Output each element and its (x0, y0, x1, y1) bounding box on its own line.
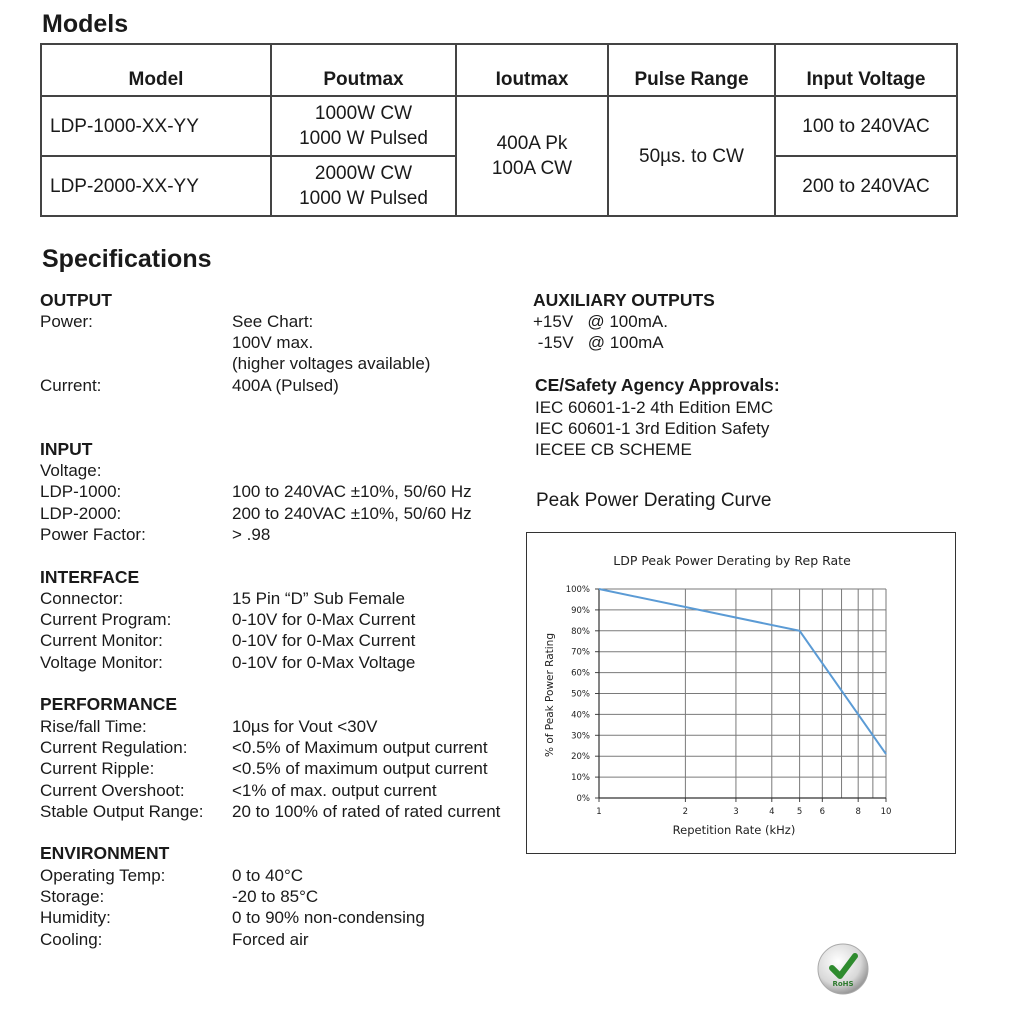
voltage-label: Voltage: (40, 461, 102, 480)
models-heading: Models (42, 10, 129, 38)
chart-frame (526, 532, 956, 854)
chart-title: LDP Peak Power Derating by Rep Rate (613, 553, 851, 568)
iout-cw: 100A CW (491, 158, 573, 179)
ioutmax-cell (456, 96, 608, 216)
spec-value: -20 to 85°C (232, 887, 319, 906)
y-tick-label: 40% (571, 710, 590, 721)
x-tick-label: 1 (596, 807, 602, 817)
performance-heading: PERFORMANCE (40, 694, 178, 714)
x-tick-label: 2 (682, 807, 689, 817)
power-value-1: See Chart: (232, 312, 314, 331)
current-label: Current: (40, 376, 102, 395)
y-tick-label: 30% (571, 731, 590, 742)
spec-value: 0-10V for 0-Max Voltage (232, 653, 416, 672)
header-model: Model (41, 44, 271, 96)
y-tick-label: 100% (565, 585, 590, 595)
safety-item: IECEE CB SCHEME (535, 440, 692, 459)
header-input-voltage: Input Voltage (775, 44, 957, 96)
chart-caption: Peak Power Derating Curve (536, 490, 772, 511)
spec-label: Operating Temp: (40, 866, 166, 885)
spec-value: 0 to 40°C (232, 866, 304, 885)
y-tick-label: 50% (571, 689, 590, 700)
y-tick-label: 10% (571, 773, 590, 784)
spec-value: 0-10V for 0-Max Current (232, 631, 416, 650)
power-factor-value: > .98 (232, 525, 271, 544)
output-heading: OUTPUT (40, 290, 112, 310)
input-voltage-cell: 200 to 240VAC (775, 156, 957, 216)
spec-label: Current Overshoot: (40, 781, 185, 800)
interface-heading: INTERFACE (40, 567, 140, 587)
models-table (40, 43, 958, 217)
ldp1000-value: 100 to 240VAC ±10%, 50/60 Hz (232, 482, 472, 501)
x-tick-label: 10 (880, 807, 892, 817)
specifications-heading: Specifications (42, 245, 212, 273)
rohs-label: RoHS (832, 980, 854, 988)
power-value-2: 100V max. (232, 333, 314, 352)
safety-heading: CE/Safety Agency Approvals: (535, 375, 780, 395)
table-row (41, 96, 957, 156)
y-tick-label: 90% (571, 605, 590, 616)
x-tick-label: 5 (796, 807, 803, 817)
ldp2000-label: LDP-2000: (40, 504, 122, 523)
spec-label: Current Ripple: (40, 759, 155, 778)
aux-line-1: +15V @ 100mA. (533, 312, 668, 331)
chart-xlabel: Repetition Rate (kHz) (672, 823, 796, 837)
y-tick-label: 0% (576, 794, 590, 804)
y-tick-label: 80% (571, 626, 590, 637)
safety-item: IEC 60601-1 3rd Edition Safety (535, 419, 770, 438)
spec-value: 0-10V for 0-Max Current (232, 610, 416, 629)
input-heading: INPUT (40, 439, 93, 459)
x-tick-label: 6 (819, 807, 826, 817)
spec-label: Stable Output Range: (40, 802, 204, 821)
power-value-3: (higher voltages available) (232, 354, 431, 373)
derating-chart (527, 533, 954, 852)
pout-pulsed: 1000 W Pulsed (299, 188, 428, 209)
spec-label: Cooling: (40, 930, 103, 949)
x-tick-label: 4 (769, 807, 775, 817)
pout-pulsed: 1000 W Pulsed (299, 128, 428, 149)
spec-label: Current Program: (40, 610, 172, 629)
spec-value: 10µs for Vout <30V (232, 717, 378, 736)
spec-label: Rise/fall Time: (40, 717, 147, 736)
rohs-badge (816, 942, 870, 996)
spec-value: <0.5% of maximum output current (232, 759, 488, 778)
rohs-icon (816, 942, 870, 996)
spec-value: <0.5% of Maximum output current (232, 738, 488, 757)
header-poutmax: Poutmax (271, 44, 456, 96)
y-tick-label: 70% (571, 647, 590, 658)
model-cell: LDP-2000-XX-YY (41, 156, 271, 216)
power-label: Power: (40, 312, 93, 331)
spec-value: 20 to 100% of rated of rated current (232, 802, 501, 821)
header-pulse-range: Pulse Range (608, 44, 775, 96)
spec-label: Storage: (40, 887, 105, 906)
current-value: 400A (Pulsed) (232, 376, 339, 395)
y-tick-label: 60% (571, 668, 590, 679)
pout-cw: 2000W CW (314, 163, 413, 184)
spec-label: Current Regulation: (40, 738, 188, 757)
spec-label: Humidity: (40, 908, 111, 927)
chart-ylabel: % of Peak Power Rating (544, 633, 556, 757)
model-cell: LDP-1000-XX-YY (41, 96, 271, 156)
ldp2000-value: 200 to 240VAC ±10%, 50/60 Hz (232, 504, 472, 523)
spec-label: Current Monitor: (40, 631, 163, 650)
header-ioutmax: Ioutmax (456, 44, 608, 96)
environment-heading: ENVIRONMENT (40, 843, 170, 863)
input-voltage-cell: 100 to 240VAC (775, 96, 957, 156)
pout-cw: 1000W CW (314, 103, 413, 124)
poutmax-cell (271, 96, 456, 156)
spec-label: Voltage Monitor: (40, 653, 163, 672)
ldp1000-label: LDP-1000: (40, 482, 122, 501)
spec-value: 0 to 90% non-condensing (232, 908, 425, 927)
poutmax-cell (271, 156, 456, 216)
pulse-range-cell: 50µs. to CW (608, 96, 775, 216)
spec-value: <1% of max. output current (232, 781, 437, 800)
spec-value: 15 Pin “D” Sub Female (232, 589, 405, 608)
y-tick-label: 20% (571, 752, 590, 763)
x-tick-label: 3 (733, 807, 739, 817)
spec-label: Connector: (40, 589, 124, 608)
spec-value: Forced air (232, 930, 309, 949)
aux-heading: AUXILIARY OUTPUTS (533, 290, 715, 310)
x-tick-label: 8 (855, 807, 861, 817)
series-line (599, 589, 886, 754)
power-factor-label: Power Factor: (40, 525, 146, 544)
aux-line-2: -15V @ 100mA (533, 333, 664, 352)
safety-item: IEC 60601-1-2 4th Edition EMC (535, 398, 774, 417)
iout-pk: 400A Pk (496, 133, 568, 154)
